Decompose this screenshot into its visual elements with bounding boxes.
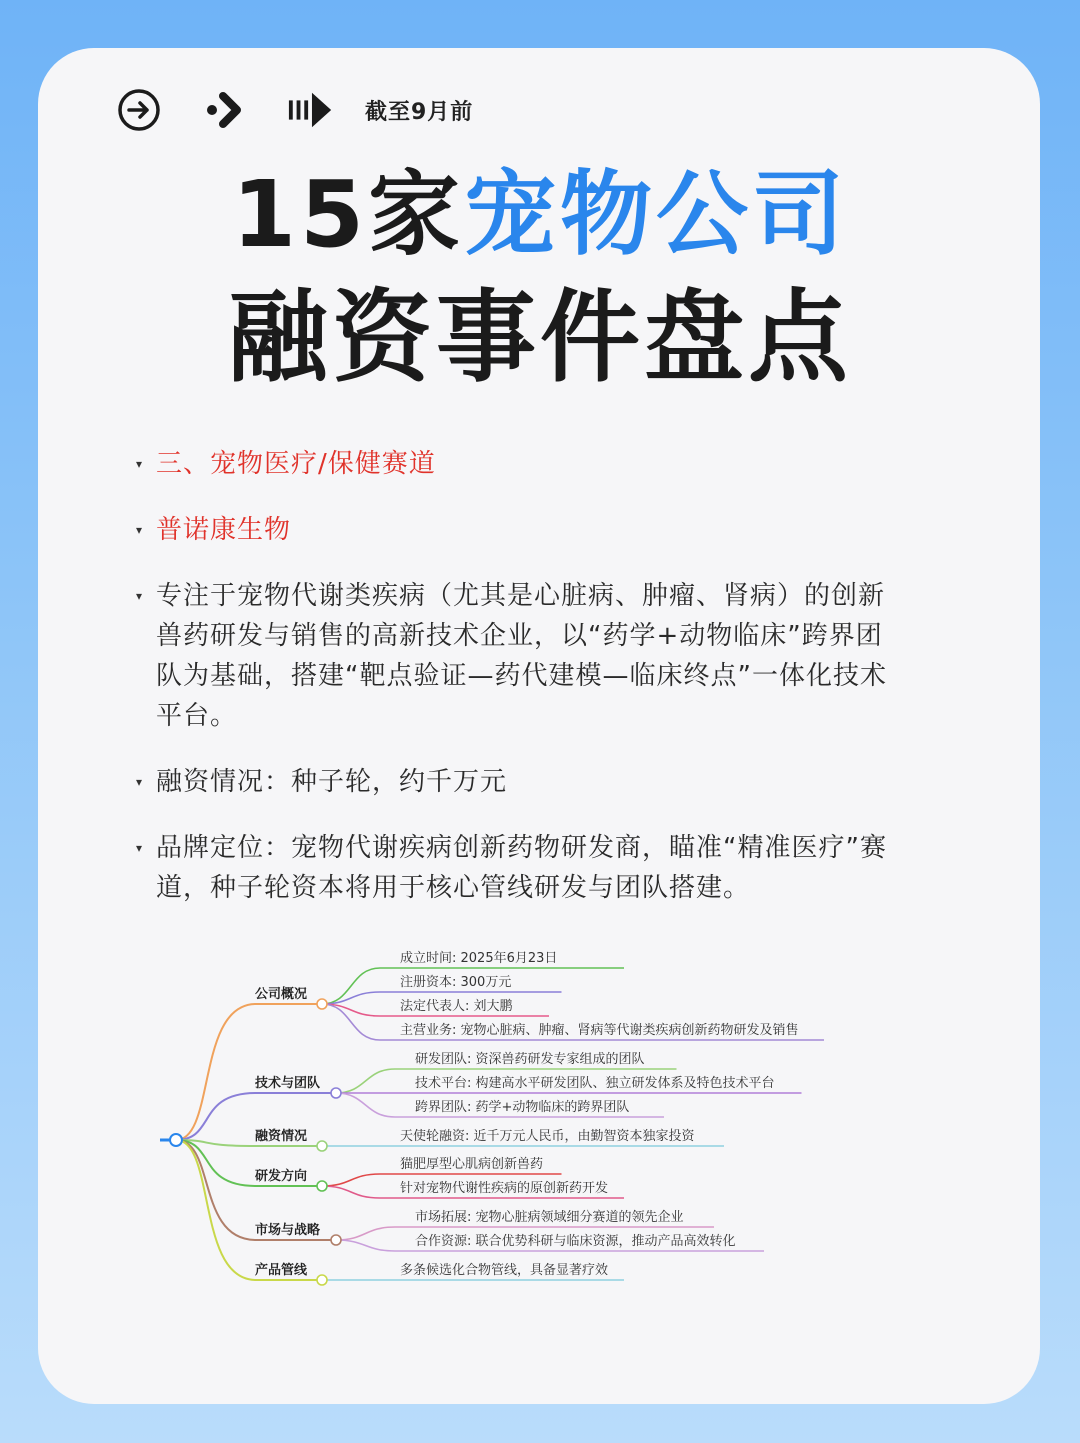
bullet-triangle-icon[interactable]: ▾ bbox=[136, 775, 143, 789]
mindmap-leaf-label: 主营业务: 宠物心脏病、肿瘤、肾病等代谢类疾病创新药物研发及销售 bbox=[400, 1023, 799, 1038]
page-title-line1 bbox=[0, 160, 1080, 270]
mindmap-leaf-label: 合作资源: 联合优势科研与临床资源，推动产品高效转化 bbox=[415, 1234, 736, 1249]
mindmap-branch-node bbox=[317, 1275, 327, 1285]
mindmap-leaf-label: 多条候选化合物管线，具备显著疗效 bbox=[400, 1263, 609, 1278]
bullet-triangle-icon[interactable]: ▾ bbox=[136, 523, 143, 537]
mindmap-branch-label: 技术与团队 bbox=[255, 1076, 321, 1091]
mindmap-leaf-label: 法定代表人: 刘大鹏 bbox=[400, 999, 513, 1014]
mindmap-branch-node bbox=[317, 1141, 327, 1151]
top-icon-bar bbox=[115, 86, 473, 134]
bullet-list bbox=[136, 444, 896, 934]
bullet-triangle-icon[interactable]: ▾ bbox=[136, 841, 143, 855]
company-mindmap bbox=[150, 940, 910, 1290]
mindmap-leaf-label: 猫肥厚型心肌病创新兽药 bbox=[400, 1157, 544, 1172]
mindmap-branch-label: 融资情况 bbox=[255, 1129, 308, 1144]
mindmap-branch-node bbox=[331, 1088, 341, 1098]
page-title-line2: 融资事件盘点 bbox=[228, 279, 852, 396]
mindmap-leaf-label: 注册资本: 300万元 bbox=[400, 975, 512, 990]
mindmap-leaf-label: 成立时间: 2025年6月23日 bbox=[400, 951, 558, 966]
bullet-text: 融资情况：种子轮，约千万元 bbox=[156, 767, 508, 797]
mindmap-leaf-label: 针对宠物代谢性疾病的原创新药开发 bbox=[400, 1181, 609, 1196]
mindmap-leaf-label: 跨界团队: 药学+动物临床的跨界团队 bbox=[415, 1100, 630, 1115]
bullet-item bbox=[136, 444, 896, 484]
bullet-text: 三、宠物医疗/保健赛道 bbox=[156, 449, 436, 479]
arrow-circle-icon[interactable] bbox=[115, 86, 163, 134]
title-prefix: 15家 bbox=[231, 161, 464, 268]
title-highlight: 宠物公司 bbox=[464, 161, 849, 268]
mindmap-branch-label: 研发方向 bbox=[255, 1169, 308, 1184]
bullet-item bbox=[136, 576, 896, 736]
bullet-text: 普诺康生物 bbox=[156, 515, 292, 545]
mindmap-branch-node bbox=[317, 1181, 327, 1191]
mindmap-leaf-label: 天使轮融资: 近千万元人民币，由勤智资本独家投资 bbox=[400, 1129, 695, 1144]
mindmap-root-node bbox=[170, 1134, 182, 1146]
bullet-triangle-icon[interactable]: ▾ bbox=[136, 457, 143, 471]
mindmap-branch-node bbox=[331, 1235, 341, 1245]
mindmap-leaf-label: 研发团队: 资深兽药研发专家组成的团队 bbox=[415, 1052, 645, 1067]
date-label: 截至9月前 bbox=[365, 99, 474, 125]
mindmap-branch-label: 公司概况 bbox=[255, 987, 308, 1002]
fast-forward-bars-icon[interactable] bbox=[287, 86, 335, 134]
bullet-text: 品牌定位：宠物代谢疾病创新药物研发商，瞄准“精准医疗”赛道，种子轮资本将用于核心管线研发与团队搭建。 bbox=[156, 833, 887, 903]
chevron-dot-icon[interactable] bbox=[201, 86, 249, 134]
bullet-text: 专注于宠物代谢类疾病（尤其是心脏病、肿瘤、肾病）的创新兽药研发与销售的高新技术企业，以“药学+动物临床”跨界团队为基础，搭建“靶点验证—药代建模—临床终点”一体化技术平台。 bbox=[156, 581, 887, 731]
mindmap-branch-label: 市场与战略 bbox=[255, 1223, 321, 1238]
bullet-item bbox=[136, 510, 896, 550]
mindmap-branch-line bbox=[176, 1004, 322, 1140]
bullet-triangle-icon[interactable]: ▾ bbox=[136, 589, 143, 603]
bullet-item bbox=[136, 828, 896, 908]
bullet-item bbox=[136, 762, 896, 802]
mindmap-leaf-label: 技术平台: 构建高水平研发团队、独立研发体系及特色技术平台 bbox=[415, 1076, 775, 1091]
mindmap-branch-line bbox=[176, 1140, 322, 1280]
mindmap-branch-node bbox=[317, 999, 327, 1009]
mindmap-leaf-label: 市场拓展: 宠物心脏病领域细分赛道的领先企业 bbox=[415, 1210, 684, 1225]
mindmap-branch-label: 产品管线 bbox=[255, 1263, 308, 1278]
